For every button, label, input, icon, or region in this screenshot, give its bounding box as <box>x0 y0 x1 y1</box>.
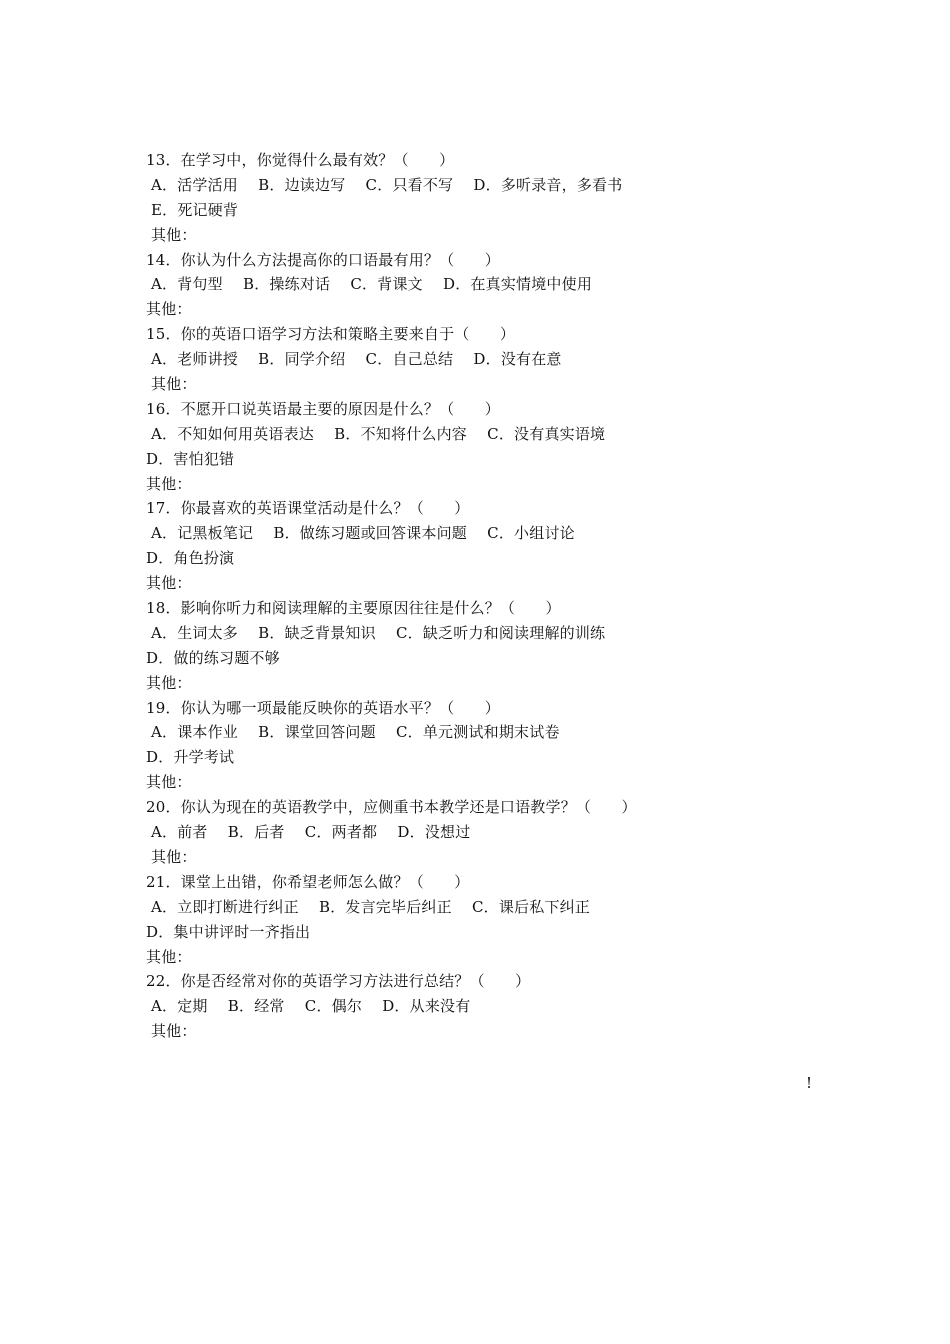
options-18-line-1: A．生词太多 B．缺乏背景知识 C．缺乏听力和阅读理解的训练 <box>146 623 606 642</box>
options-13-line-2: E．死记硬背 <box>146 200 239 219</box>
question-17: 17．你最喜欢的英语课堂活动是什么？（ ） <box>146 499 470 518</box>
other-13: 其他： <box>146 225 197 244</box>
options-13-line-1: A．活学活用 B．边读边写 C．只看不写 D．多听录音，多看书 <box>146 175 623 194</box>
options-16-line-2: D．害怕犯错 <box>146 449 235 468</box>
options-22: A．定期 B．经常 C．偶尔 D．从来没有 <box>146 997 471 1016</box>
question-21: 21．课堂上出错，你希望老师怎么做？（ ） <box>146 872 470 891</box>
question-20: 20．你认为现在的英语教学中，应侧重书本教学还是口语教学？（ ） <box>146 798 637 817</box>
question-13: 13．在学习中，你觉得什么最有效？（ ） <box>146 151 455 169</box>
other-20: 其他： <box>146 847 197 866</box>
options-15: A．老师讲授 B．同学介绍 C．自己总结 D．没有在意 <box>146 350 562 369</box>
other-15: 其他： <box>146 375 197 394</box>
options-19-line-2: D．升学考试 <box>146 748 235 767</box>
options-21-line-1: A．立即打断进行纠正 B．发言完毕后纠正 C．课后私下纠正 <box>146 897 591 916</box>
question-14: 14．你认为什么方法提高你的口语最有用？（ ） <box>146 250 500 269</box>
other-18: 其他： <box>146 673 192 692</box>
other-14: 其他： <box>146 300 192 319</box>
options-17-line-2: D．角色扮演 <box>146 549 235 568</box>
other-16: 其他： <box>146 474 192 493</box>
options-19-line-1: A．课本作业 B．课堂回答问题 C．单元测试和期末试卷 <box>146 723 560 742</box>
other-21: 其他： <box>146 947 192 966</box>
options-16-line-1: A．不知如何用英语表达 B．不知将什么内容 C．没有真实语境 <box>146 424 606 443</box>
options-14: A．背句型 B．操练对话 C．背课文 D．在真实情境中使用 <box>146 275 593 294</box>
question-22: 22．你是否经常对你的英语学习方法进行总结？（ ） <box>146 972 531 991</box>
question-19: 19．你认为哪一项最能反映你的英语水平？（ ） <box>146 698 500 717</box>
question-18: 18．影响你听力和阅读理解的主要原因往往是什么？（ ） <box>146 599 561 618</box>
other-19: 其他： <box>146 773 192 792</box>
footer-mark: ! <box>806 1074 813 1092</box>
options-17-line-1: A．记黑板笔记 B．做练习题或回答课本问题 C．小组讨论 <box>146 524 575 543</box>
survey-questions <box>146 148 846 1044</box>
options-21-line-2: D．集中讲评时一齐指出 <box>146 922 311 941</box>
other-22: 其他： <box>146 1022 197 1041</box>
options-18-line-2: D．做的练习题不够 <box>146 648 280 667</box>
question-15: 15．你的英语口语学习方法和策略主要来自于（ ） <box>146 325 516 344</box>
question-16: 16．不愿开口说英语最主要的原因是什么？（ ） <box>146 399 500 418</box>
options-20: A．前者 B．后者 C．两者都 D．没想过 <box>146 823 471 842</box>
other-17: 其他： <box>146 574 192 593</box>
